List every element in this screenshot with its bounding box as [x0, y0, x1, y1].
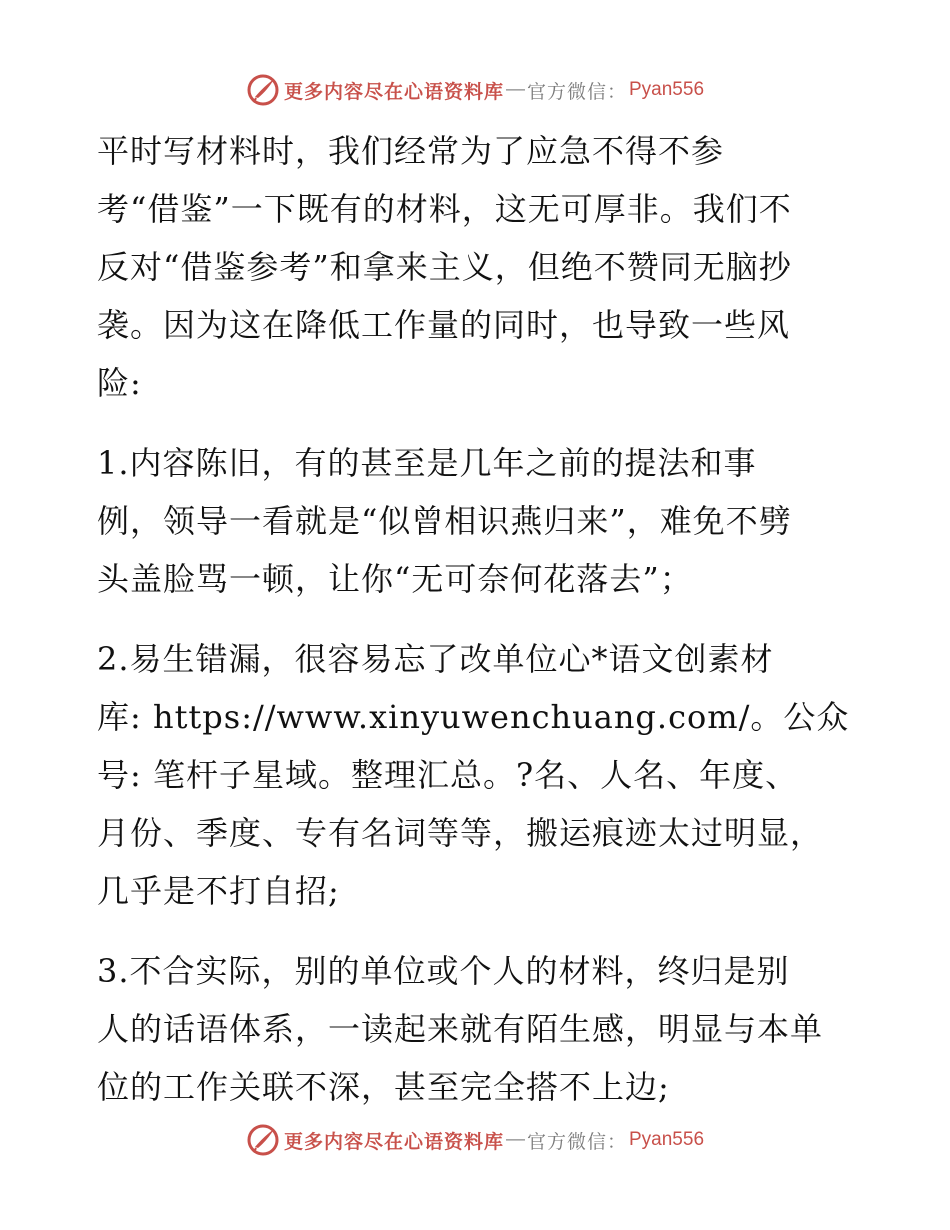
text-line: 月份、季度、专有名词等等，搬运痕迹太过明显，	[97, 814, 824, 852]
watermark-dash: —	[505, 79, 525, 100]
text-line: 2.易生错漏，很容易忘了改单位心*语文创素材	[97, 640, 774, 678]
watermark-official-label: 官方微信：	[526, 80, 627, 103]
watermark-wechat-id: Pyan556	[629, 1129, 705, 1150]
text-line: 险:	[97, 364, 142, 402]
text-line: 平时写材料时，我们经常为了应急不得不参	[97, 132, 725, 170]
document-body	[97, 122, 857, 1116]
text-line: 袭。因为这在降低工作量的同时，也导致一些风	[97, 306, 791, 344]
quill-logo-icon	[246, 1123, 280, 1157]
text-line: 位的工作关联不深，甚至完全搭不上边;	[97, 1068, 670, 1106]
paragraph-point-3	[97, 942, 857, 1116]
text-line: 人的话语体系，一读起来就有陌生感，明显与本单	[97, 1010, 824, 1048]
paragraph-intro	[97, 122, 857, 412]
text-line: 考“借鉴”一下既有的材料，这无可厚非。我们不	[97, 190, 792, 228]
text-line: 1.内容陈旧，有的甚至是几年之前的提法和事	[97, 444, 757, 482]
text-line: 头盖脸骂一顿，让你“无可奈何花落去”；	[97, 560, 693, 598]
watermark-official-label: 官方微信：	[526, 1130, 627, 1153]
paragraph-point-2	[97, 630, 857, 920]
watermark-brand: 更多内容尽在心语资料库	[283, 1130, 504, 1153]
watermark-wechat-id: Pyan556	[629, 79, 705, 100]
text-line: 例，领导一看就是“似曾相识燕归来”，难免不劈	[97, 502, 792, 540]
text-line: 3.不合实际，别的单位或个人的材料，终归是别	[97, 952, 790, 990]
watermark-brand: 更多内容尽在心语资料库	[283, 80, 504, 103]
footer-watermark	[0, 1120, 950, 1160]
text-line: 反对“借鉴参考”和拿来主义，但绝不赞同无脑抄	[97, 248, 792, 286]
quill-logo-icon	[246, 73, 280, 107]
watermark-dash: —	[505, 1129, 525, 1150]
text-line: 几乎是不打自招;	[97, 872, 340, 910]
text-line: 号: 笔杆子星域。整理汇总。?名、人名、年度、	[97, 756, 799, 794]
text-line: 库: https://www.xinyuwenchuang.com/。公众	[97, 698, 850, 736]
header-watermark	[0, 70, 950, 110]
paragraph-point-1	[97, 434, 857, 608]
